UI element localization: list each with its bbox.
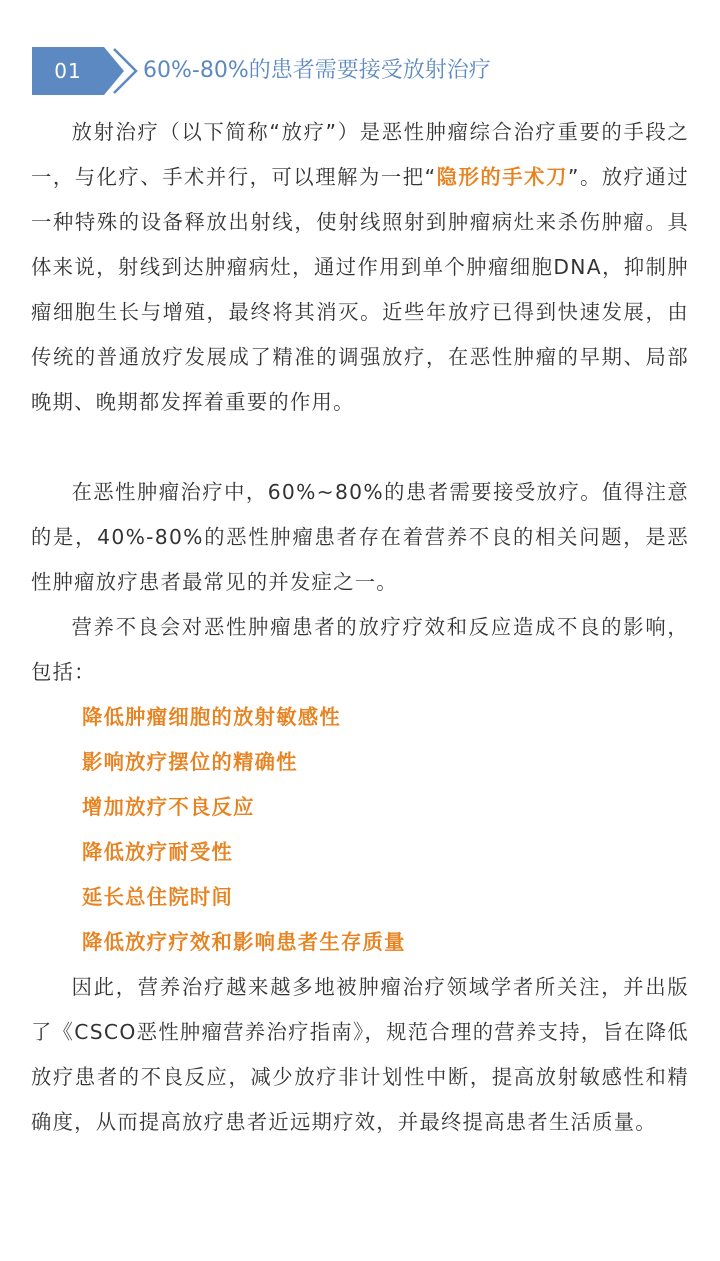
highlight-invisible-scalpel: 隐形的手术刀 <box>436 165 568 189</box>
impact-item: 影响放疗摆位的精确性 <box>82 750 298 774</box>
impact-intro-paragraph: 营养不良会对恶性肿瘤患者的放疗疗效和反应造成不良的影响，包括： <box>31 615 689 684</box>
statistics-paragraph: 在恶性肿瘤治疗中，60%~80%的患者需要接受放疗。值得注意的是，40%-80%的恶性肿瘤患者存在着营养不良的相关问题，是恶性肿瘤放疗患者最常见的并发症之一。 <box>31 480 689 594</box>
impact-item: 延长总住院时间 <box>82 885 234 909</box>
section-header <box>32 47 692 95</box>
chevron-right-icon <box>108 47 140 95</box>
impact-item: 降低放疗疗效和影响患者生存质量 <box>82 930 406 954</box>
section-number-badge: 01 <box>32 47 104 95</box>
impact-item: 增加放疗不良反应 <box>82 795 255 819</box>
impact-list <box>31 695 689 965</box>
conclusion-paragraph: 因此，营养治疗越来越多地被肿瘤治疗领域学者所关注，并出版了《CSCO恶性肿瘤营养治疗指南》，规范合理的营养支持，旨在降低放疗患者的不良反应，减少放疗非计划性中断，提高放射敏感性和精确度，从而提高放疗患者近远期疗效，并最终提高患者生活质量。 <box>31 975 689 1134</box>
intro-paragraph <box>31 110 689 425</box>
paragraph-spacer <box>31 425 689 470</box>
intro-text-before: 放射治疗（以下简称“放疗”）是恶性肿瘤综合治疗重要的手段之一，与化疗、手术并行，可以理解为一把“ <box>31 120 689 189</box>
article-body <box>31 110 689 1145</box>
section-title: 60%-80%的患者需要接受放射治疗 <box>143 58 491 83</box>
impact-item: 降低肿瘤细胞的放射敏感性 <box>82 705 341 729</box>
impact-item: 降低放疗耐受性 <box>82 840 234 864</box>
intro-text-after: ”。放疗通过一种特殊的设备释放出射线，使射线照射到肿瘤病灶来杀伤肿瘤。具体来说，射线到达肿瘤病灶，通过作用到单个肿瘤细胞DNA，抑制肿瘤细胞生长与增殖，最终将其消灭。近些年放疗已得到快速发展，由传统的普通放疗发展成了精准的调强放疗，在恶性肿瘤的早期、局部晚期、晚期都发挥着重要的作用。 <box>31 165 689 414</box>
